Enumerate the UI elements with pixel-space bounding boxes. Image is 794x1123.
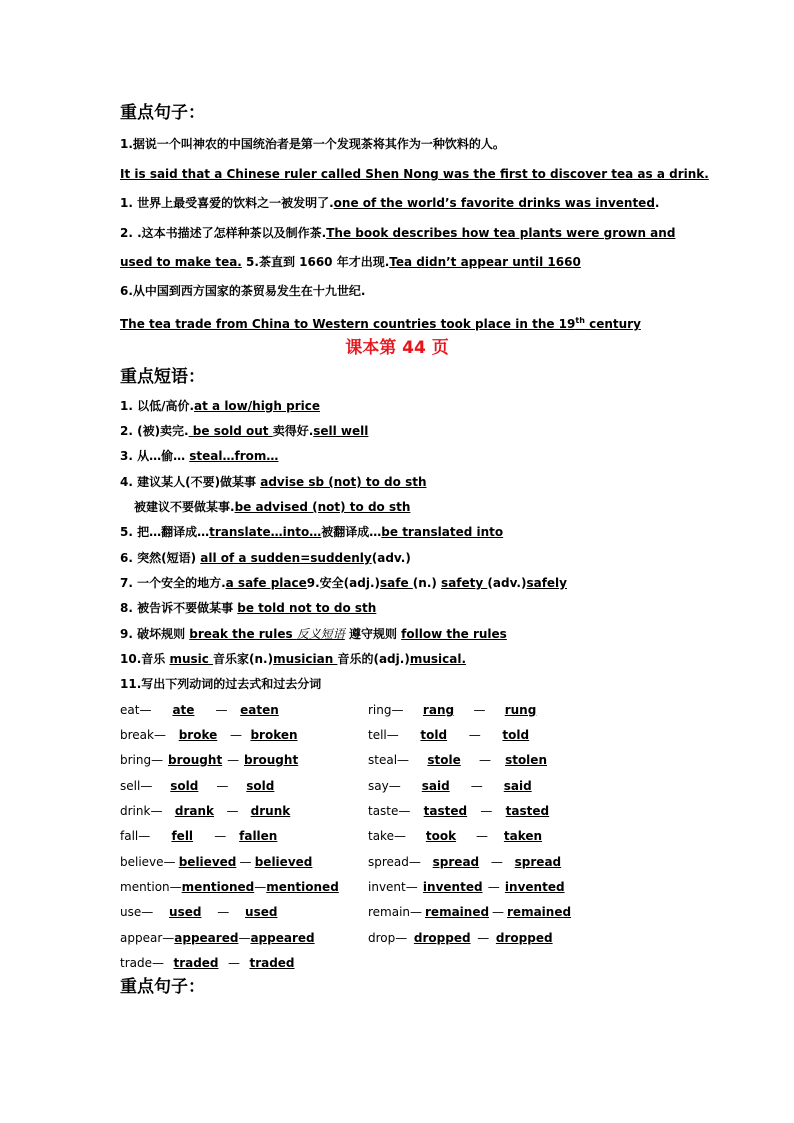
verb-base: eat <box>120 703 140 717</box>
verb-base: ring <box>368 703 392 717</box>
verb-base: steal <box>368 753 398 767</box>
verb-row-invent <box>368 879 570 895</box>
verb-base: drop <box>368 931 396 945</box>
verb-dash: — <box>214 829 227 843</box>
phrase-10 <box>120 651 466 667</box>
phrase-9-follow-cn: 遵守规则 <box>344 627 402 641</box>
phrase-11: 11.写出下列动词的过去式和过去分词 <box>120 677 322 691</box>
verb-past-participle: dropped <box>495 931 553 945</box>
verb-dash: — <box>139 703 152 717</box>
phrase-5-cn-b: 被翻译成… <box>321 525 382 539</box>
verb-row-ring <box>368 702 556 718</box>
sentence-3-english-b: used to make tea. <box>120 255 242 269</box>
verb-past: drank <box>174 804 215 818</box>
verb-past: took <box>425 829 457 843</box>
verb-dash: — <box>169 880 182 894</box>
verb-dash: — <box>468 728 481 742</box>
verb-dash: — <box>254 880 267 894</box>
phrase-4-extra-cn: 被建议不要做某事. <box>134 500 235 514</box>
verb-base: trade <box>120 956 152 970</box>
phrase-2-cn: 2. (被)卖完. <box>120 424 189 438</box>
phrase-2-cn-b: 卖得好. <box>272 424 314 438</box>
verb-dash: — <box>228 956 240 970</box>
verb-dash: — <box>477 931 490 945</box>
phrase-7-en: a safe place <box>225 576 307 590</box>
verb-past-participle: believed <box>254 855 313 869</box>
phrase-4 <box>120 474 427 490</box>
verb-row-taste <box>368 803 562 819</box>
page-title: 课本第 44 页 <box>345 338 449 358</box>
sentence-6-english-b: century <box>584 317 641 331</box>
phrase-3-cn: 3. 从…偷… <box>120 449 190 463</box>
verb-row-tell <box>368 727 551 743</box>
verb-row-trade <box>120 955 304 971</box>
verb-past-participle: tasted <box>505 804 550 818</box>
phrase-1-en: at a low/high price <box>194 399 320 413</box>
phrase-10-musical-cn: 音乐的(adj.) <box>337 652 410 666</box>
verb-past: spread <box>432 855 480 869</box>
phrase-10-musician-en: musician <box>273 652 338 666</box>
verb-past-participle: used <box>245 905 278 919</box>
phrase-9-noun: safety <box>441 576 488 590</box>
verb-past-participle: drunk <box>250 804 291 818</box>
sentence-6-superscript: th <box>575 316 585 325</box>
verb-past: used <box>169 905 202 919</box>
verb-past-participle: told <box>502 728 530 742</box>
verb-past-participle: brought <box>244 753 299 767</box>
verb-past-participle: eaten <box>240 703 279 717</box>
sentence-5-english: Tea didn’t appear until 1660 <box>389 255 581 269</box>
verb-dash: — <box>475 829 488 843</box>
verb-dash: — <box>141 905 154 919</box>
verb-past-participle: stolen <box>505 753 547 767</box>
verb-base: take <box>368 829 394 843</box>
verb-dash: — <box>386 728 399 742</box>
verb-past-participle: said <box>503 779 532 793</box>
sentence-6-chinese: 6.从中国到西方国家的茶贸易发生在十九世纪. <box>120 284 366 298</box>
verb-base: break <box>120 728 154 742</box>
section-heading-phrases: 重点短语： <box>120 367 205 387</box>
verb-past-participle: taken <box>503 829 543 843</box>
phrase-5-en-b: be translated into <box>381 525 504 539</box>
sentence-2-chinese: 世界上最受喜爱的饮料之一被发明了. <box>137 196 334 210</box>
sentence-2-english: one of the world’s favorite drinks was invented <box>333 196 655 210</box>
phrase-5-en: translate…into… <box>209 525 322 539</box>
verb-dash: — <box>152 956 164 970</box>
verb-past-participle: sold <box>246 779 275 793</box>
verb-dash: — <box>388 779 401 793</box>
verb-past-participle: appeared <box>250 931 315 945</box>
verb-row-steal <box>368 752 561 768</box>
verb-dash: — <box>473 703 486 717</box>
verb-past-participle: remained <box>507 905 572 919</box>
phrase-10-music-cn: 10.音乐 <box>120 652 170 666</box>
verb-row-appear <box>120 930 315 946</box>
phrase-6 <box>120 550 411 566</box>
verb-past: ate <box>172 703 195 717</box>
sentence-3-line-1 <box>120 225 675 241</box>
verb-row-remain <box>368 904 574 920</box>
verb-dash: — <box>479 753 492 767</box>
phrase-8-cn: 8. 被告诉不要做某事 <box>120 601 238 615</box>
verb-past-participle: spread <box>514 855 562 869</box>
verb-dash: — <box>150 804 163 818</box>
verb-dash: — <box>239 855 252 869</box>
verb-past: fell <box>171 829 194 843</box>
verb-dash: — <box>410 905 423 919</box>
verb-row-drop <box>368 930 559 946</box>
verb-dash: — <box>398 804 411 818</box>
sentence-1-english: It is said that a Chinese ruler called Shen Nong was the first to discover tea as a drink. <box>120 167 709 181</box>
verb-past: sold <box>170 779 199 793</box>
verb-past: mentioned <box>181 880 255 894</box>
sentence-3-line-2 <box>120 254 581 270</box>
phrase-9-adv-label: (adv.) <box>487 576 527 590</box>
verb-dash: — <box>395 931 408 945</box>
verb-dash: — <box>490 855 503 869</box>
verb-dash: — <box>492 905 505 919</box>
phrase-5-cn: 5. 把…翻译成… <box>120 525 210 539</box>
verb-dash: — <box>391 703 404 717</box>
verb-base: say <box>368 779 389 793</box>
verb-dash: — <box>153 728 166 742</box>
phrase-6-pos: (adv.) <box>371 551 411 565</box>
verb-base: taste <box>368 804 399 818</box>
phrase-7 <box>120 575 567 591</box>
verb-past: rang <box>422 703 455 717</box>
phrase-3 <box>120 448 278 464</box>
sentence-3-chinese: 这本书描述了怎样种茶以及制作茶. <box>141 226 327 240</box>
verb-dash: — <box>140 779 153 793</box>
phrase-9 <box>120 626 507 642</box>
verb-dash: — <box>151 753 164 767</box>
verb-dash: — <box>238 931 251 945</box>
verb-base: use <box>120 905 142 919</box>
phrase-9-follow-en: follow the rules <box>401 627 507 641</box>
verb-past-participle: rung <box>504 703 537 717</box>
verb-past: tasted <box>423 804 468 818</box>
phrase-10-musician-cn: 音乐家(n.) <box>213 652 274 666</box>
verb-row-use <box>120 904 293 920</box>
verb-past-participle: broken <box>250 728 298 742</box>
sentence-2 <box>120 195 659 211</box>
verb-base: sell <box>120 779 141 793</box>
section-heading-sentences: 重点句子： <box>120 103 205 123</box>
verb-dash: — <box>215 703 228 717</box>
verb-row-drink <box>120 803 302 819</box>
verb-past: stole <box>427 753 461 767</box>
verb-dash: — <box>397 753 410 767</box>
verb-past: believed <box>178 855 237 869</box>
verb-past-participle: invented <box>504 880 565 894</box>
phrase-8 <box>120 600 376 616</box>
phrase-4-en: advise sb (not) to do sth <box>260 475 427 489</box>
verb-base: remain <box>368 905 411 919</box>
verb-past: invented <box>422 880 483 894</box>
verb-dash: — <box>216 779 229 793</box>
sentence-2-number: 1. <box>120 196 133 210</box>
verb-base: mention <box>120 880 170 894</box>
verb-base: tell <box>368 728 387 742</box>
verb-dash: — <box>163 855 176 869</box>
verb-dash: — <box>226 804 239 818</box>
verb-row-break <box>120 727 306 743</box>
sentence-6-english <box>120 313 641 332</box>
phrase-9-break-en: break the rules <box>189 627 297 641</box>
sentence-3-english-a: The book describes how tea plants were grown and <box>326 226 676 240</box>
verb-past-participle: mentioned <box>266 880 339 894</box>
phrase-9-antonym-label: 反义短语 <box>296 627 345 641</box>
verb-row-take <box>368 828 558 844</box>
verb-dash: — <box>470 779 483 793</box>
phrase-1 <box>120 398 320 414</box>
verb-base: bring <box>120 753 152 767</box>
verb-dash: — <box>217 905 230 919</box>
phrase-7-cn: 7. 一个安全的地方. <box>120 576 226 590</box>
verb-base: drink <box>120 804 151 818</box>
phrase-2-en-b: sell well <box>313 424 369 438</box>
phrase-4-cn: 4. 建议某人(不要)做某事 <box>120 475 261 489</box>
verb-past: broke <box>178 728 218 742</box>
verb-row-say <box>368 778 553 794</box>
phrase-9-adv: safely <box>526 576 567 590</box>
verb-row-believe <box>120 854 316 870</box>
verb-dash: — <box>227 753 240 767</box>
phrase-2 <box>120 423 368 439</box>
phrase-6-en: all of a sudden=suddenly <box>200 551 372 565</box>
verb-past: traded <box>173 956 219 970</box>
bottom-heading-sentences: 重点句子： <box>120 977 205 997</box>
verb-past: appeared <box>174 931 239 945</box>
verb-dash: — <box>229 728 242 742</box>
verb-row-spread <box>368 854 573 870</box>
verb-base: fall <box>120 829 139 843</box>
phrase-9-adj: safe <box>380 576 413 590</box>
verb-base: invent <box>368 880 406 894</box>
verb-dash: — <box>487 880 500 894</box>
verb-past: remained <box>425 905 490 919</box>
verb-base: believe <box>120 855 164 869</box>
phrase-4-extra <box>134 499 410 515</box>
verb-past-participle: traded <box>249 956 295 970</box>
verb-row-eat <box>120 702 291 718</box>
verb-past: brought <box>168 753 223 767</box>
verb-dash: — <box>480 804 493 818</box>
phrase-1-cn: 1. 以低/高价. <box>120 399 195 413</box>
verb-base: spread <box>368 855 409 869</box>
sentence-3-number: 2. . <box>120 226 142 240</box>
phrase-8-en: be told not to do sth <box>237 601 377 615</box>
phrase-9-cn: 9.安全(adj.) <box>306 576 381 590</box>
sentence-2-end: . <box>654 196 660 210</box>
phrase-10-music-en: music <box>169 652 214 666</box>
sentence-1-chinese: 1.据说一个叫神农的中国统治者是第一个发现茶将其作为一种饮料的人。 <box>120 137 505 151</box>
verb-dash: — <box>162 931 175 945</box>
sentence-6-english-a: The tea trade from China to Western countries took place in the 19 <box>120 317 576 331</box>
phrase-2-en: be sold out <box>188 424 273 438</box>
phrase-5 <box>120 524 503 540</box>
phrase-6-cn: 6. 突然(短语) <box>120 551 201 565</box>
verb-dash: — <box>408 855 421 869</box>
verb-past: said <box>421 779 450 793</box>
phrase-3-en: steal…from… <box>189 449 279 463</box>
verb-dash: — <box>393 829 406 843</box>
phrase-10-musical-en: musical. <box>409 652 466 666</box>
verb-past: dropped <box>413 931 471 945</box>
verb-dash: — <box>405 880 418 894</box>
verb-row-fall <box>120 828 290 844</box>
verb-past: told <box>420 728 448 742</box>
phrase-9-n-label: (n.) <box>412 576 442 590</box>
sentence-5-chinese: 5.茶直到 1660 年才出现. <box>241 255 390 269</box>
phrase-9-break-cn: 9. 破坏规则 <box>120 627 190 641</box>
verb-row-sell <box>120 778 292 794</box>
verb-past-participle: fallen <box>239 829 278 843</box>
verb-row-mention <box>120 879 339 895</box>
verb-dash: — <box>138 829 151 843</box>
verb-base: appear <box>120 931 163 945</box>
verb-row-bring <box>120 752 303 768</box>
phrase-4-extra-en: be advised (not) to do sth <box>234 500 411 514</box>
